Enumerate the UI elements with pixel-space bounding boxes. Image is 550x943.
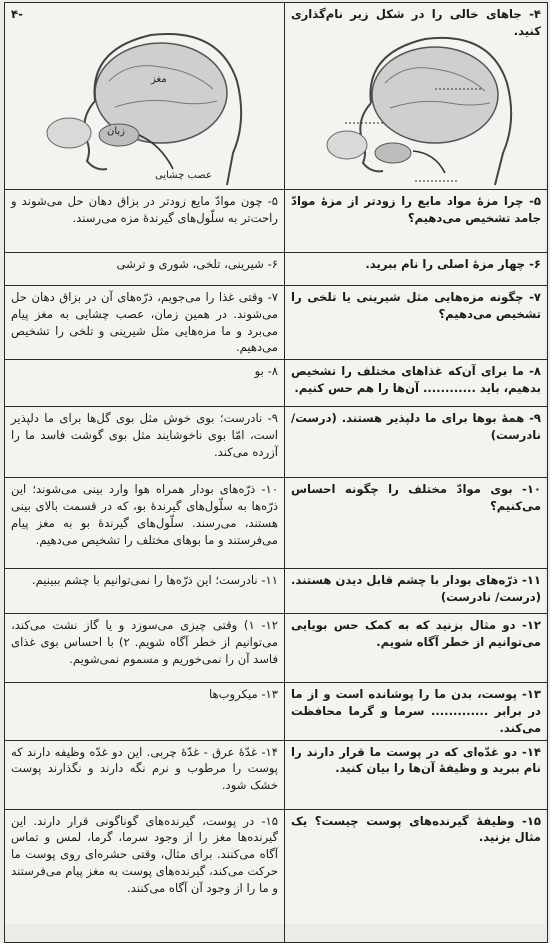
question-cell: ۹- همهٔ بوها برای ما دلپذیر هستند. (درست/ نادرست) [285,407,548,478]
answer-cell: ۷- وقتی غذا را می‌جویم، ذرّه‌های آن در بزاق دهان حل می‌شوند. در همین زمان، عصب چشایی به مغز پیام می‌برد و ما مزه‌هایی مثل شیرینی و تلخی را تشخیص می‌دهیم. [5,286,285,360]
table-row [5,683,548,740]
answer-cell: ۶- شیرینی، تلخی، شوری و ترشی [5,253,285,286]
answer-cell: ۸- بو [5,360,285,407]
table-row [5,3,548,190]
answer-cell-4 [5,3,285,190]
question-cell: ۶- چهار مزهٔ اصلی را نام ببرید. [285,253,548,286]
question-cell: ۱۱- ذرّه‌های بودار با چشم قابل دیدن هستند. (درست/ نادرست) [285,569,548,614]
table-row [5,407,548,478]
table-row [5,614,548,683]
answer-cell: ۵- چون موادّ مایع زودتر در بزاق دهان حل می‌شوند و راحت‌تر به سلّول‌های گیرندهٔ مزه می‌رسند. [5,190,285,253]
table-row [5,286,548,360]
question-cell: ۱۲- دو مثال بزنید که به کمک حس بویایی می‌توانیم از خطر آگاه شویم. [285,614,548,683]
question-cell: ۱۳- پوست، بدن ما را پوشانده است و از ما در برابر ............. سرما و گرما محافظت می‌کند. [285,683,548,740]
question-answer-table [4,2,548,943]
table-row [5,478,548,569]
question-cell-4 [285,3,548,190]
answer-number: -۴ [11,7,23,21]
table-row [5,190,548,253]
answer-cell: ۱۵- در پوست، گیرنده‌های گوناگونی قرار دارند. این گیرنده‌ها مغز را از وجود سرما، گرما، لمس و تماس آگاه می‌کنند. برای مثال، وقتی حشره‌ای روی پوست ما حرکت می‌کند، گیرنده‌های پوست به مغز پیام می‌فرستند و ما را از وجود آن آگاه می‌کنند. [5,809,285,942]
table-row [5,360,548,407]
answer-cell: ۱۱- نادرست؛ این ذرّه‌ها را نمی‌توانیم با چشم ببینیم. [5,569,285,614]
question-cell: ۱۰- بوی موادّ مختلف را چگونه احساس می‌کنیم؟ [285,478,548,569]
question-cell: ۵- چرا مزهٔ مواد مایع را زودتر از مزهٔ موادّ جامد تشخیص می‌دهیم؟ [285,190,548,253]
answer-cell: ۱۰- ذرّه‌های بودار همراه هوا وارد بینی می‌شوند؛ این ذرّه‌ها به سلّول‌های گیرندهٔ بو، که در قسمت بالای بینی هستند، می‌رسند. سلّول‌های گیرندهٔ بو به مغز پیام می‌فرستند و ما بوهای مختلف را تشخیص می‌دهیم. [5,478,285,569]
worksheet-page [4,2,545,924]
label-brain: مغز [151,74,167,85]
question-cell: ۷- چگونه مزه‌هایی مثل شیرینی یا تلخی را تشخیص می‌دهیم؟ [285,286,548,360]
table-row [5,253,548,286]
label-taste-nerve: عصب چشایی [155,170,212,181]
answer-cell: ۹- نادرست؛ بوی خوش مثل بوی گل‌ها برای ما دلپذیر است، امّا بوی ناخوشایند مثل بوی گوشت فاسد ما را آزرده می‌کند. [5,407,285,478]
table-row [5,740,548,809]
label-tongue: زبان [107,126,126,137]
labeled-head-diagram [5,3,284,189]
question-text: ۴- جاهای خالی را در شکل زیر نام‌گذاری کنید. [291,7,541,38]
table-row [5,569,548,614]
question-cell: ۱۴- دو غدّه‌ای که در پوست ما قرار دارند را نام ببرید و وظیفهٔ آن‌ها را بیان کنید. [285,740,548,809]
answer-cell: ۱۳- میکروب‌ها [5,683,285,740]
question-cell: ۱۵- وظیفهٔ گیرنده‌های پوست چیست؟ یک مثال بزنید. [285,809,548,942]
answer-cell: ۱۲- ۱) وقتی چیزی می‌سوزد و یا گاز نشت می‌کند، می‌توانیم از خطر آگاه شویم. ۲) با احساس بوی غذای فاسد آن را نمی‌خوریم و مسموم نمی‌شویم. [5,614,285,683]
answer-cell: ۱۴- غدّهٔ عرق - غدّهٔ چربی. این دو غدّه وظیفه دارند که پوست را مرطوب و نرم نگه دارند و نگذارند پوست خشک شود. [5,740,285,809]
question-cell: ۸- ما برای آن‌که غذاهای مختلف را تشخیص بدهیم، باید ............ آن‌ها را هم حس کنیم. [285,360,548,407]
table-row [5,809,548,942]
